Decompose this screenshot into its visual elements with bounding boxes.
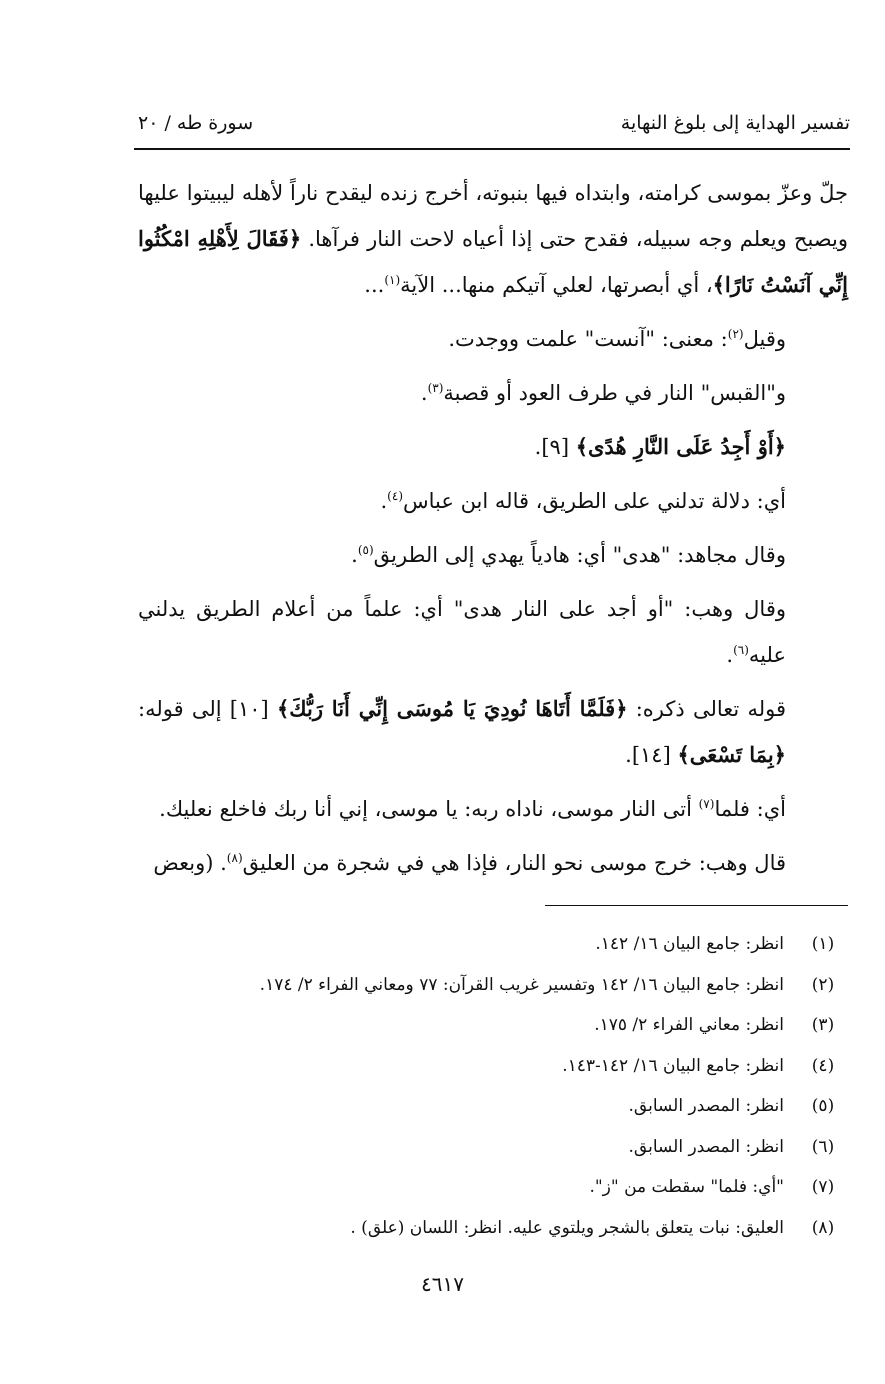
header-divider bbox=[134, 148, 850, 150]
footnote-ref: (٤) bbox=[387, 489, 403, 503]
footnote-text: انظر: المصدر السابق. bbox=[628, 1096, 784, 1117]
paragraph-text: . (وبعض bbox=[153, 851, 227, 875]
footnote-number: (٤) bbox=[811, 1055, 835, 1076]
footnote-ref: (٥) bbox=[357, 543, 374, 557]
quran-verse: ﴿بِمَا تَسْعَى﴾ bbox=[677, 742, 786, 767]
paragraph-text: ، أي أبصرتها، لعلي آتيكم منها... الآية bbox=[400, 273, 713, 297]
paragraph bbox=[138, 686, 848, 778]
paragraph-text: جلّ وعزّ بموسى كرامته، وابتداه فيها بنبوته، أخرج زنده ليقدح ناراً لأهله ليبيتوا عليها ويصبح ويعلم وجه سبيله، فقدح حتى إذا أعياه لاحت النار فرآها. bbox=[138, 181, 848, 251]
footnote bbox=[200, 1046, 852, 1087]
footnote-number: (٣) bbox=[811, 1015, 835, 1036]
quran-verse: ﴿أَوْ أَجِدُ عَلَى النَّارِ هُدًى﴾ bbox=[575, 434, 786, 459]
footnote-ref: (١) bbox=[384, 273, 401, 287]
paragraph-text: . bbox=[726, 643, 734, 667]
footnote-text: "أي: فلما" سقطت من "ز". bbox=[589, 1177, 784, 1198]
paragraph-text: و"القبس" النار في طرف العود أو قصبة bbox=[443, 381, 786, 405]
running-header bbox=[134, 112, 850, 148]
footnote-text: العليق: نبات يتعلق بالشجر ويلتوي عليه. انظر: اللسان (علق) . bbox=[350, 1217, 784, 1238]
footnote-ref: (٦) bbox=[733, 643, 749, 657]
footnote bbox=[200, 965, 852, 1006]
footnote-number: (٨) bbox=[811, 1217, 835, 1238]
paragraph bbox=[138, 170, 848, 308]
footnote-ref: (٣) bbox=[427, 381, 444, 395]
quran-verse: ﴿فَلَمَّا أَتَاهَا نُودِيَ يَا مُوسَى إِنِّي أَنَا رَبُّكَ﴾ bbox=[276, 696, 628, 721]
paragraph-text: : معنى: "آنست" علمت ووجدت. bbox=[448, 327, 728, 351]
ayah-number: [١٤]. bbox=[625, 743, 678, 767]
footnote bbox=[200, 924, 852, 965]
footnote-text: انظر: معاني الفراء ٢/ ١٧٥. bbox=[594, 1015, 784, 1036]
paragraph-text: [١٠] إلى قوله: bbox=[138, 697, 277, 721]
paragraph-text: أي: فلما bbox=[714, 797, 786, 821]
footnote-ref: (٨) bbox=[226, 851, 243, 865]
footnote-number: (١) bbox=[811, 934, 835, 955]
footnote-number: (٥) bbox=[811, 1096, 835, 1117]
paragraph-text: وقيل bbox=[743, 327, 786, 351]
paragraph-text: وقال مجاهد: "هدى" أي: هادياً يهدي إلى الطريق bbox=[373, 543, 786, 567]
footnote-number: (٧) bbox=[811, 1177, 835, 1198]
footnote bbox=[200, 1086, 852, 1127]
paragraph-text: قوله تعالى ذكره: bbox=[627, 697, 786, 721]
footnote-number: (٢) bbox=[811, 974, 835, 995]
page-number: ٤٦١٧ bbox=[421, 1272, 464, 1296]
footnote-text: انظر: المصدر السابق. bbox=[628, 1136, 784, 1157]
paragraph-text: أتى النار موسى، ناداه ربه: يا موسى، إني أنا ربك فاخلع نعليك. bbox=[159, 797, 699, 821]
footnote-number: (٦) bbox=[811, 1136, 835, 1157]
paragraph bbox=[138, 786, 848, 832]
footnote-text: انظر: جامع البيان ١٦/ ١٤٢ وتفسير غريب القرآن: ٧٧ ومعاني الفراء ٢/ ١٧٤. bbox=[259, 974, 784, 995]
paragraph-text: . bbox=[351, 543, 358, 567]
quran-verse: ﴿فَقَالَ لِأَهْلِهِ امْكُثُوا إِنِّي آنَسْتُ نَارًا﴾ bbox=[138, 226, 848, 297]
paragraph-text: . bbox=[380, 489, 388, 513]
paragraph bbox=[138, 840, 848, 886]
paragraph bbox=[138, 478, 848, 524]
paragraph-text: قال وهب: خرج موسى نحو النار، فإذا هي في شجرة من العليق bbox=[242, 851, 786, 875]
main-text bbox=[138, 170, 848, 894]
footnotes bbox=[200, 924, 852, 1248]
book-title: تفسير الهداية إلى بلوغ النهاية bbox=[620, 112, 850, 134]
paragraph-text: . bbox=[420, 381, 428, 405]
paragraph-text: ... bbox=[364, 273, 385, 297]
paragraph bbox=[138, 424, 848, 470]
paragraph-text: أي: دلالة تدلني على الطريق، قاله ابن عباس bbox=[403, 489, 786, 513]
paragraph bbox=[138, 370, 848, 416]
footnote bbox=[200, 1167, 852, 1208]
footnote bbox=[200, 1208, 852, 1249]
footnote bbox=[200, 1127, 852, 1168]
paragraph-text: وقال وهب: "أو أجد على النار هدى" أي: علماً من أعلام الطريق يدلني عليه bbox=[138, 597, 786, 667]
footnote bbox=[200, 1005, 852, 1046]
paragraph bbox=[138, 532, 848, 578]
footnote-ref: (٧) bbox=[698, 797, 715, 811]
footnote-text: انظر: جامع البيان ١٦/ ١٤٢-١٤٣. bbox=[562, 1055, 784, 1076]
surah-label: سورة طه / ٢٠ bbox=[138, 112, 254, 134]
footnote-text: انظر: جامع البيان ١٦/ ١٤٢. bbox=[595, 934, 784, 955]
footnote-divider bbox=[545, 905, 848, 906]
paragraph bbox=[138, 316, 848, 362]
ayah-number: [٩]. bbox=[534, 435, 576, 459]
footnote-ref: (٢) bbox=[727, 327, 744, 341]
paragraph bbox=[138, 586, 848, 678]
